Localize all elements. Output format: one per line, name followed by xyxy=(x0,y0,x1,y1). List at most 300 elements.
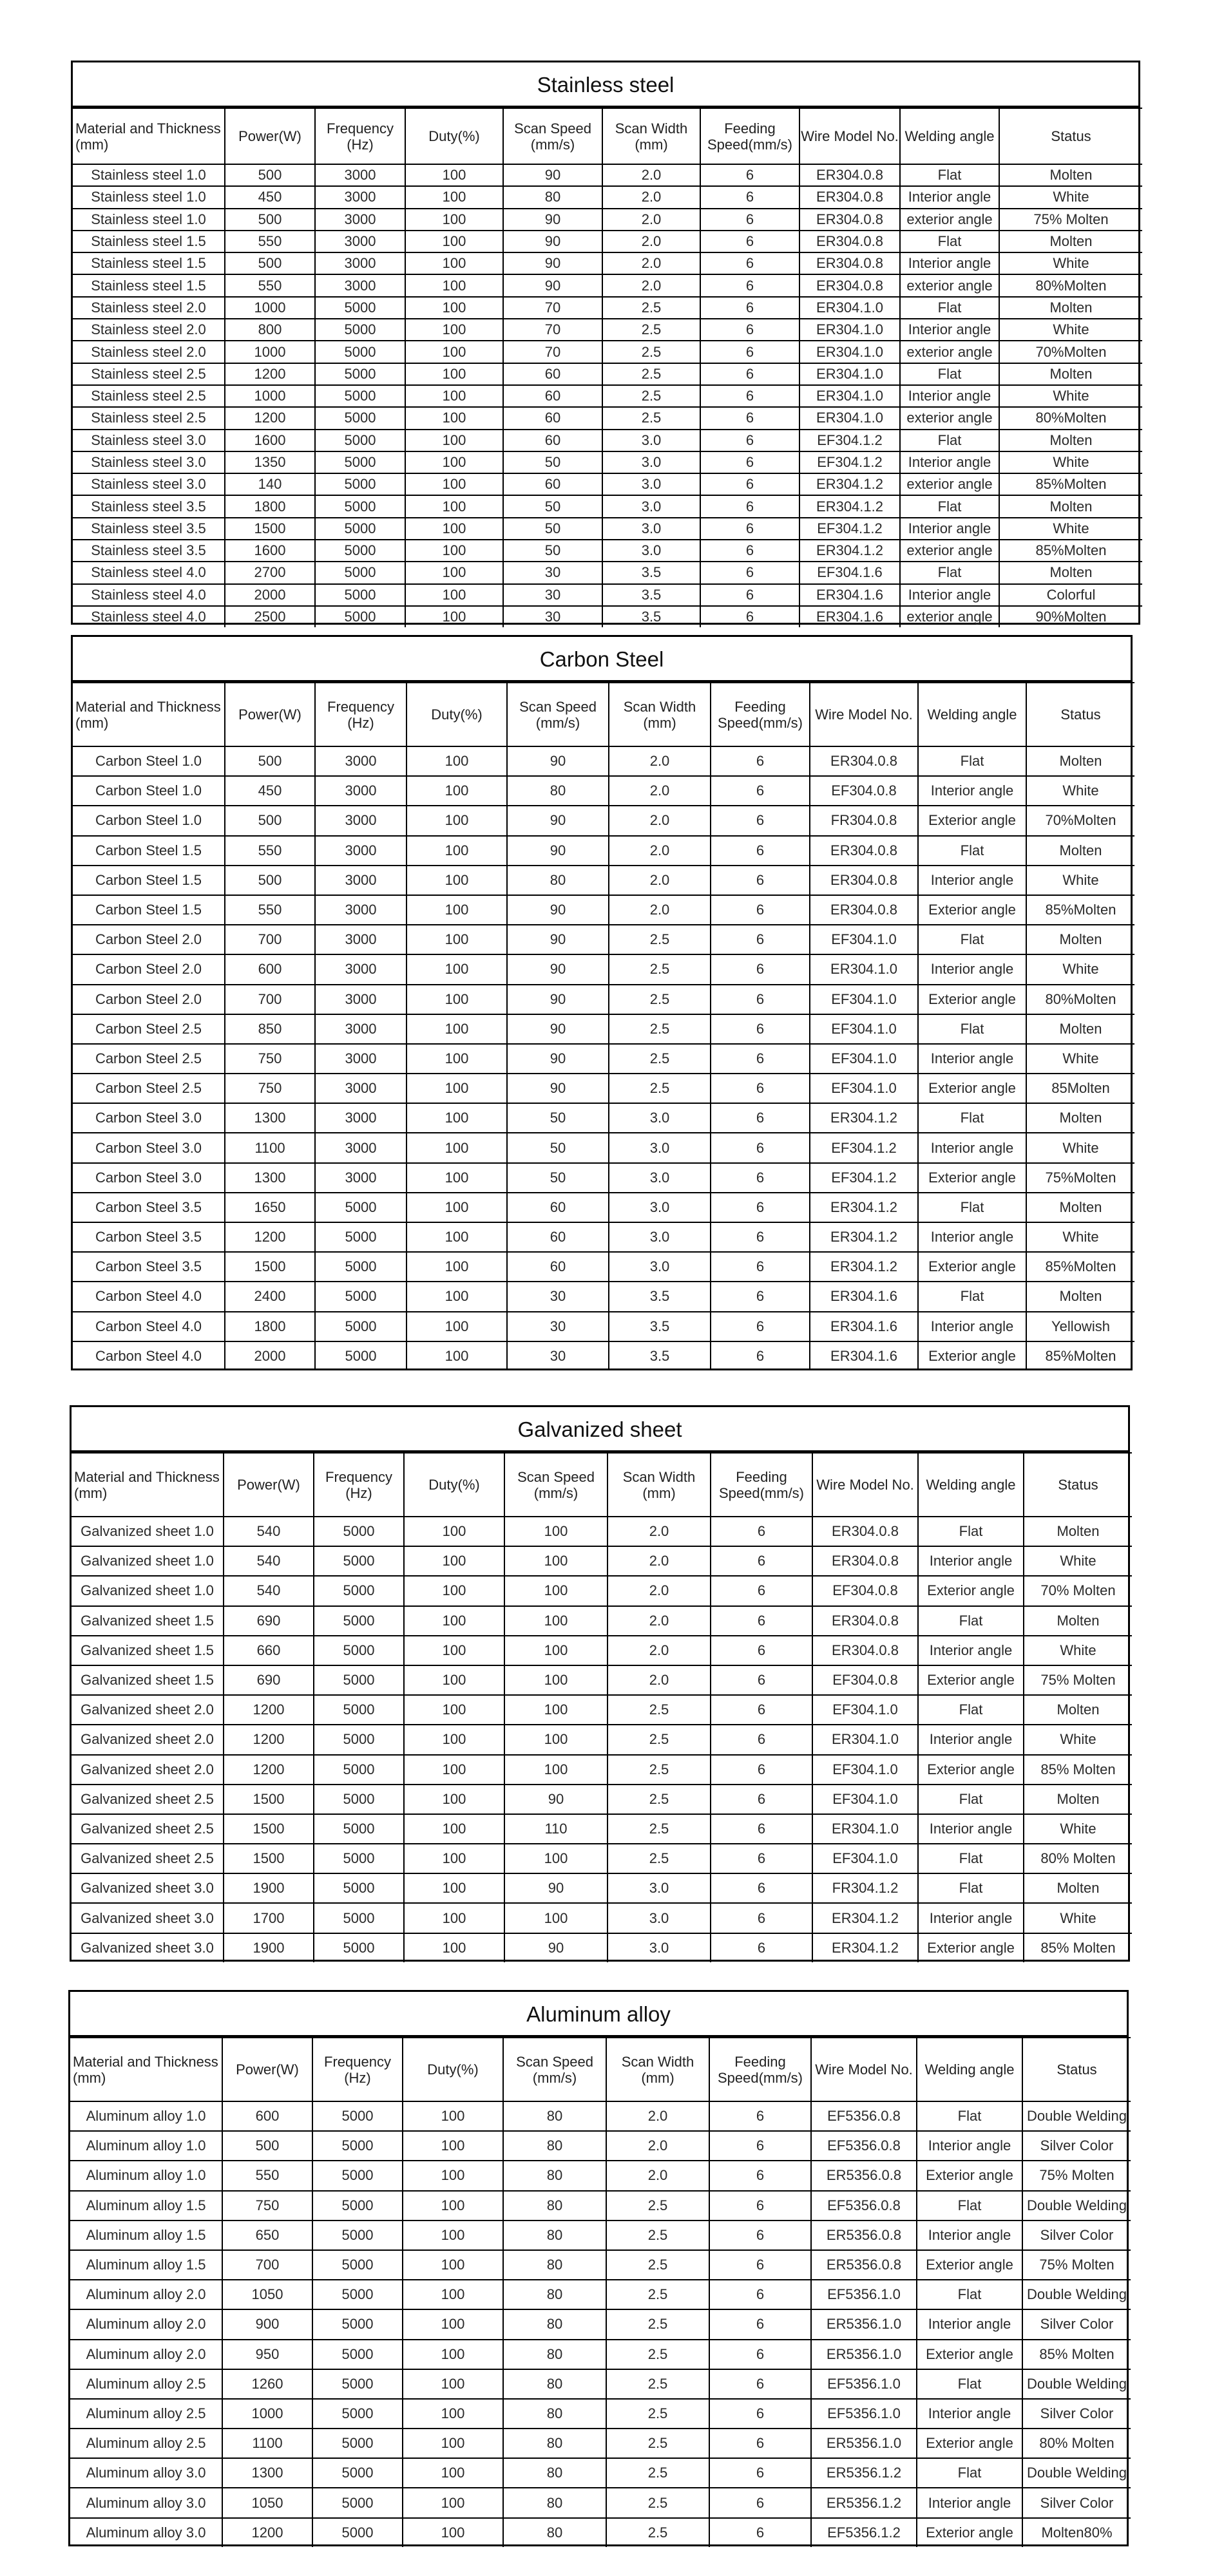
table-cell: Galvanized sheet 3.0 xyxy=(72,1933,224,1962)
table-cell: 6 xyxy=(711,1193,810,1222)
header-row xyxy=(73,108,1142,164)
table-row xyxy=(73,385,1142,407)
table-cell: 2.5 xyxy=(608,1814,711,1844)
table-cell: 5000 xyxy=(315,473,405,495)
table-cell: 5000 xyxy=(315,407,405,429)
carbon-steel-section xyxy=(71,635,1133,1370)
table-cell: 6 xyxy=(700,407,799,429)
table-row xyxy=(73,451,1142,473)
table-row xyxy=(70,2280,1131,2309)
table-cell: 100 xyxy=(407,746,507,776)
table-cell: Stainless steel 1.5 xyxy=(73,231,225,252)
table-cell: 1700 xyxy=(224,1903,314,1933)
table-cell: 6 xyxy=(711,1163,810,1193)
table-cell: 750 xyxy=(222,2191,312,2221)
table-cell: 6 xyxy=(711,1014,810,1044)
table-cell: 950 xyxy=(222,2340,312,2369)
table-row xyxy=(72,1636,1132,1665)
table-row xyxy=(73,540,1142,562)
column-header: Material and Thickness (mm) xyxy=(73,108,225,164)
table-cell: 100 xyxy=(504,1636,608,1665)
section-title: Galvanized sheet xyxy=(72,1407,1128,1452)
table-cell: Interior angle xyxy=(917,2399,1022,2429)
table-cell: Exterior angle xyxy=(918,806,1026,835)
table-cell: ER304.1.2 xyxy=(810,1103,918,1133)
table-cell: 6 xyxy=(711,1755,812,1785)
table-cell: 5000 xyxy=(314,1933,404,1962)
table-cell: 85% Molten xyxy=(1024,1755,1132,1785)
table-cell: 100 xyxy=(504,1844,608,1873)
table-cell: 100 xyxy=(405,430,503,451)
table-cell: Galvanized sheet 1.0 xyxy=(72,1546,224,1576)
column-header: Welding angle xyxy=(917,2038,1022,2101)
table-cell: Exterior angle xyxy=(918,1074,1026,1103)
table-cell: 100 xyxy=(404,1636,504,1665)
table-cell: 6 xyxy=(711,1606,812,1636)
table-cell: Aluminum alloy 2.0 xyxy=(70,2309,222,2339)
table-row xyxy=(73,562,1142,583)
table-cell: 3.0 xyxy=(608,1903,711,1933)
table-row xyxy=(73,1044,1134,1074)
table-cell: 750 xyxy=(225,1074,315,1103)
table-cell: 1050 xyxy=(222,2280,312,2309)
column-header: Welding angle xyxy=(900,108,999,164)
table-row xyxy=(72,1546,1132,1576)
table-cell: 540 xyxy=(224,1517,314,1546)
table-cell: 6 xyxy=(711,1695,812,1725)
table-cell: 90 xyxy=(507,954,609,984)
table-cell: 5000 xyxy=(315,606,405,627)
table-cell: Stainless steel 2.5 xyxy=(73,363,225,385)
table-cell: Molten xyxy=(999,231,1142,252)
table-cell: 6 xyxy=(711,1546,812,1576)
table-cell: White xyxy=(1024,1725,1132,1754)
table-cell: EF304.1.0 xyxy=(810,985,918,1014)
table-cell: 100 xyxy=(407,1014,507,1044)
table-cell: 6 xyxy=(711,866,810,895)
table-cell: 6 xyxy=(711,1933,812,1962)
table-cell: Molten xyxy=(999,430,1142,451)
table-cell: 80 xyxy=(503,2488,606,2517)
table-cell: Flat xyxy=(918,1606,1024,1636)
table-cell: 1200 xyxy=(222,2518,312,2547)
table-cell: Galvanized sheet 2.5 xyxy=(72,1785,224,1814)
table-row xyxy=(73,186,1142,208)
table-cell: 3.0 xyxy=(609,1163,711,1193)
table-cell: 2.5 xyxy=(608,1695,711,1725)
table-cell: 100 xyxy=(407,866,507,895)
table-cell: White xyxy=(1026,866,1134,895)
table-cell: Molten xyxy=(999,297,1142,319)
table-cell: White xyxy=(1024,1903,1132,1933)
table-cell: Exterior angle xyxy=(917,2429,1022,2458)
table-cell: ER304.1.6 xyxy=(810,1341,918,1370)
table-cell: 6 xyxy=(700,274,799,296)
table-row xyxy=(70,2340,1131,2369)
table-cell: ER304.1.2 xyxy=(810,1252,918,1282)
table-cell: Exterior angle xyxy=(917,2250,1022,2280)
table-cell: 110 xyxy=(504,1814,608,1844)
table-cell: Exterior angle xyxy=(918,1755,1024,1785)
table-row xyxy=(73,866,1134,895)
column-header: Material and Thickness (mm) xyxy=(73,683,225,746)
table-cell: ER304.1.2 xyxy=(812,1933,918,1962)
table-cell: 3000 xyxy=(315,866,407,895)
table-cell: Exterior angle xyxy=(918,985,1026,1014)
table-cell: 60 xyxy=(503,385,602,407)
table-cell: Stainless steel 1.0 xyxy=(73,164,225,186)
table-cell: 1500 xyxy=(224,1814,314,1844)
table-cell: 2.5 xyxy=(609,925,711,954)
table-row xyxy=(73,1312,1134,1341)
table-row xyxy=(73,319,1142,341)
table-cell: 800 xyxy=(225,319,315,341)
table-cell: 5000 xyxy=(312,2458,403,2488)
table-cell: 100 xyxy=(405,606,503,627)
table-cell: Carbon Steel 3.0 xyxy=(73,1103,225,1133)
table-cell: 80 xyxy=(503,2458,606,2488)
table-cell: Interior angle xyxy=(918,1312,1026,1341)
table-row xyxy=(72,1606,1132,1636)
column-header: Duty(%) xyxy=(407,683,507,746)
table-cell: Carbon Steel 1.0 xyxy=(73,746,225,776)
column-header: Scan Width (mm) xyxy=(606,2038,709,2101)
table-cell: 100 xyxy=(403,2191,503,2221)
table-row xyxy=(70,2250,1131,2280)
table-cell: 5000 xyxy=(315,584,405,606)
table-cell: 70 xyxy=(503,297,602,319)
table-cell: 5000 xyxy=(314,1576,404,1605)
table-row xyxy=(70,2369,1131,2399)
table-cell: 5000 xyxy=(312,2250,403,2280)
table-cell: 75% Molten xyxy=(1024,1665,1132,1695)
table-cell: 3000 xyxy=(315,1163,407,1193)
table-cell: 80 xyxy=(503,2309,606,2339)
table-cell: Galvanized sheet 1.5 xyxy=(72,1606,224,1636)
column-header: Power(W) xyxy=(225,108,315,164)
table-row xyxy=(73,584,1142,606)
table-cell: Exterior angle xyxy=(918,1576,1024,1605)
table-cell: Double Welding xyxy=(1022,2101,1131,2131)
table-cell: 6 xyxy=(700,363,799,385)
table-cell: 100 xyxy=(407,1312,507,1341)
table-cell: ER5356.1.2 xyxy=(811,2458,917,2488)
table-cell: Interior angle xyxy=(918,1814,1024,1844)
table-cell: 690 xyxy=(224,1606,314,1636)
table-cell: 2.5 xyxy=(606,2429,709,2458)
table-cell: 30 xyxy=(507,1312,609,1341)
table-row xyxy=(70,2518,1131,2547)
table-cell: exterior angle xyxy=(900,209,999,231)
table-cell: Carbon Steel 4.0 xyxy=(73,1341,225,1370)
table-cell: 540 xyxy=(224,1576,314,1605)
table-cell: 80 xyxy=(503,2340,606,2369)
table-cell: 60 xyxy=(503,473,602,495)
column-header: Status xyxy=(1022,2038,1131,2101)
table-cell: 85% Molten xyxy=(1024,1933,1132,1962)
table-row xyxy=(73,606,1142,627)
table-cell: ER304.0.8 xyxy=(812,1606,918,1636)
table-row xyxy=(73,1133,1134,1162)
table-row xyxy=(73,231,1142,252)
table-cell: 100 xyxy=(405,319,503,341)
table-cell: Flat xyxy=(900,430,999,451)
table-cell: 70%Molten xyxy=(999,341,1142,363)
table-cell: 60 xyxy=(507,1193,609,1222)
table-cell: 100 xyxy=(407,985,507,1014)
table-cell: 3.5 xyxy=(609,1341,711,1370)
table-cell: 2.0 xyxy=(609,866,711,895)
table-cell: 6 xyxy=(711,954,810,984)
table-cell: 3.0 xyxy=(602,451,700,473)
table-cell: 5000 xyxy=(315,1222,407,1252)
table-cell: 2.0 xyxy=(602,186,700,208)
table-cell: 6 xyxy=(711,1873,812,1903)
table-cell: 660 xyxy=(224,1636,314,1665)
table-cell: Flat xyxy=(900,495,999,517)
table-cell: 90 xyxy=(507,746,609,776)
table-cell: 100 xyxy=(405,584,503,606)
column-header: Scan Speed (mm/s) xyxy=(503,108,602,164)
table-cell: Stainless steel 4.0 xyxy=(73,562,225,583)
table-cell: 90 xyxy=(507,1014,609,1044)
table-cell: 3.0 xyxy=(608,1873,711,1903)
table-cell: Carbon Steel 1.5 xyxy=(73,836,225,866)
table-cell: ER304.0.8 xyxy=(810,895,918,925)
table-cell: 100 xyxy=(504,1517,608,1546)
table-row xyxy=(70,2399,1131,2429)
stainless-steel-section xyxy=(71,61,1140,625)
table-row xyxy=(73,1103,1134,1133)
table-cell: 6 xyxy=(700,562,799,583)
table-cell: Interior angle xyxy=(917,2309,1022,2339)
table-cell: Interior angle xyxy=(917,2488,1022,2517)
table-cell: 100 xyxy=(407,1074,507,1103)
table-cell: Flat xyxy=(918,836,1026,866)
table-row xyxy=(73,209,1142,231)
table-cell: Stainless steel 2.5 xyxy=(73,407,225,429)
table-cell: 90 xyxy=(503,209,602,231)
table-cell: Stainless steel 2.5 xyxy=(73,385,225,407)
table-cell: 100 xyxy=(407,1222,507,1252)
table-cell: 1200 xyxy=(225,1222,315,1252)
table-row xyxy=(73,925,1134,954)
table-cell: Carbon Steel 3.0 xyxy=(73,1163,225,1193)
table-cell: ER304.1.0 xyxy=(799,297,900,319)
table-cell: 5000 xyxy=(314,1725,404,1754)
column-header: Frequency (Hz) xyxy=(312,2038,403,2101)
table-cell: Flat xyxy=(918,1844,1024,1873)
table-cell: Interior angle xyxy=(918,866,1026,895)
table-cell: 6 xyxy=(711,1576,812,1605)
table-row xyxy=(73,1014,1134,1044)
table-cell: 3.5 xyxy=(602,606,700,627)
table-cell: 500 xyxy=(225,746,315,776)
table-cell: 550 xyxy=(225,231,315,252)
table-cell: White xyxy=(1024,1814,1132,1844)
table-cell: FR304.1.2 xyxy=(812,1873,918,1903)
table-cell: ER304.0.8 xyxy=(799,209,900,231)
table-cell: 2400 xyxy=(225,1282,315,1311)
table-cell: 2.5 xyxy=(608,1725,711,1754)
table-cell: 80 xyxy=(503,2399,606,2429)
header-row xyxy=(73,683,1134,746)
table-cell: 5000 xyxy=(312,2488,403,2517)
table-cell: 50 xyxy=(503,495,602,517)
table-cell: Stainless steel 1.5 xyxy=(73,252,225,274)
table-cell: 500 xyxy=(222,2131,312,2161)
table-cell: 5000 xyxy=(315,385,405,407)
table-cell: Flat xyxy=(918,1517,1024,1546)
table-cell: 2.5 xyxy=(606,2221,709,2250)
table-cell: 2.5 xyxy=(609,954,711,984)
table-cell: Stainless steel 2.0 xyxy=(73,297,225,319)
table-cell: Molten xyxy=(1026,746,1134,776)
table-cell: 5000 xyxy=(315,1282,407,1311)
table-cell: 2.5 xyxy=(606,2340,709,2369)
table-row xyxy=(72,1933,1132,1962)
table-cell: 100 xyxy=(403,2518,503,2547)
table-cell: ER304.0.8 xyxy=(812,1636,918,1665)
table-cell: EF304.1.0 xyxy=(810,925,918,954)
table-row xyxy=(70,2458,1131,2488)
table-cell: ER304.1.0 xyxy=(810,954,918,984)
table-row xyxy=(73,1074,1134,1103)
table-cell: 6 xyxy=(711,776,810,806)
table-cell: 100 xyxy=(403,2369,503,2399)
table-cell: 100 xyxy=(404,1546,504,1576)
table-cell: Interior angle xyxy=(918,1546,1024,1576)
table-cell: ER304.1.0 xyxy=(799,407,900,429)
table-cell: Exterior angle xyxy=(917,2518,1022,2547)
table-cell: Stainless steel 3.0 xyxy=(73,473,225,495)
table-cell: 690 xyxy=(224,1665,314,1695)
table-cell: 80 xyxy=(503,2191,606,2221)
column-header: Wire Model No. xyxy=(812,1453,918,1517)
table-cell: 5000 xyxy=(312,2191,403,2221)
table-cell: 1200 xyxy=(225,407,315,429)
column-header: Scan Speed (mm/s) xyxy=(507,683,609,746)
column-header: Frequency (Hz) xyxy=(315,108,405,164)
table-cell: 850 xyxy=(225,1014,315,1044)
table-cell: Carbon Steel 2.5 xyxy=(73,1044,225,1074)
table-cell: 5000 xyxy=(312,2309,403,2339)
table-cell: 2.0 xyxy=(608,1606,711,1636)
table-cell: 650 xyxy=(222,2221,312,2250)
table-cell: Galvanized sheet 3.0 xyxy=(72,1903,224,1933)
table-row xyxy=(72,1785,1132,1814)
table-cell: 1500 xyxy=(225,518,315,540)
table-cell: Galvanized sheet 3.0 xyxy=(72,1873,224,1903)
table-cell: 6 xyxy=(700,186,799,208)
table-cell: Silver Color xyxy=(1022,2309,1131,2339)
table-cell: Interior angle xyxy=(918,1636,1024,1665)
table-cell: 1600 xyxy=(225,430,315,451)
table-cell: Flat xyxy=(917,2191,1022,2221)
table-cell: 6 xyxy=(711,1341,810,1370)
table-cell: 5000 xyxy=(314,1785,404,1814)
table-cell: Double Welding xyxy=(1022,2369,1131,2399)
table-cell: 100 xyxy=(504,1695,608,1725)
table-cell: Carbon Steel 3.5 xyxy=(73,1252,225,1282)
table-cell: Aluminum alloy 2.0 xyxy=(70,2340,222,2369)
section-title: Carbon Steel xyxy=(73,637,1131,682)
table-cell: 90 xyxy=(504,1933,608,1962)
section-title: Aluminum alloy xyxy=(70,1992,1127,2037)
table-cell: 2500 xyxy=(225,606,315,627)
table-cell: Flat xyxy=(918,1103,1026,1133)
table-cell: Galvanized sheet 2.0 xyxy=(72,1695,224,1725)
table-cell: Flat xyxy=(918,1193,1026,1222)
table-cell: 6 xyxy=(700,341,799,363)
table-cell: 5000 xyxy=(314,1844,404,1873)
table-cell: 100 xyxy=(404,1576,504,1605)
table-cell: EF304.0.8 xyxy=(810,776,918,806)
table-cell: 100 xyxy=(405,186,503,208)
table-cell: 3000 xyxy=(315,186,405,208)
table-cell: EF304.1.0 xyxy=(810,1014,918,1044)
table-cell: 5000 xyxy=(312,2399,403,2429)
table-cell: 750 xyxy=(225,1044,315,1074)
table-cell: 100 xyxy=(407,954,507,984)
table-cell: 3.0 xyxy=(602,430,700,451)
table-cell: 6 xyxy=(700,451,799,473)
table-cell: Molten xyxy=(1026,1193,1134,1222)
table-cell: 85%Molten xyxy=(999,473,1142,495)
table-cell: 1000 xyxy=(225,385,315,407)
table-row xyxy=(70,2131,1131,2161)
table-cell: 2.5 xyxy=(608,1755,711,1785)
table-cell: 2.0 xyxy=(606,2161,709,2190)
table-cell: EF304.1.2 xyxy=(810,1163,918,1193)
table-cell: Stainless steel 1.5 xyxy=(73,274,225,296)
table-cell: ER304.0.8 xyxy=(810,836,918,866)
table-cell: 6 xyxy=(711,1517,812,1546)
table-cell: Flat xyxy=(918,1282,1026,1311)
table-cell: 5000 xyxy=(314,1695,404,1725)
table-cell: 6 xyxy=(709,2191,811,2221)
table-cell: 2.5 xyxy=(602,407,700,429)
table-cell: ER304.1.0 xyxy=(812,1725,918,1754)
table-cell: 1800 xyxy=(225,1312,315,1341)
table-cell: 60 xyxy=(503,363,602,385)
table-cell: 5000 xyxy=(312,2369,403,2399)
table-cell: exterior angle xyxy=(900,606,999,627)
table-cell: 90 xyxy=(504,1785,608,1814)
table-cell: Flat xyxy=(918,1873,1024,1903)
table-cell: exterior angle xyxy=(900,274,999,296)
table-cell: 2.5 xyxy=(606,2399,709,2429)
table-cell: 6 xyxy=(700,518,799,540)
table-cell: White xyxy=(1024,1636,1132,1665)
table-row xyxy=(72,1725,1132,1754)
table-cell: 30 xyxy=(503,606,602,627)
table-cell: 3000 xyxy=(315,895,407,925)
table-cell: 30 xyxy=(503,584,602,606)
table-cell: 3.0 xyxy=(609,1103,711,1133)
table-cell: 3000 xyxy=(315,1044,407,1074)
table-cell: ER304.1.6 xyxy=(810,1282,918,1311)
table-cell: EF304.1.0 xyxy=(810,1074,918,1103)
table-cell: Carbon Steel 2.5 xyxy=(73,1074,225,1103)
table-cell: ER5356.1.0 xyxy=(811,2340,917,2369)
table-cell: 3.0 xyxy=(608,1933,711,1962)
table-cell: 3.0 xyxy=(609,1193,711,1222)
table-cell: ER304.0.8 xyxy=(799,252,900,274)
table-row xyxy=(72,1576,1132,1605)
table-cell: 80 xyxy=(503,2518,606,2547)
table-cell: 80 xyxy=(507,866,609,895)
